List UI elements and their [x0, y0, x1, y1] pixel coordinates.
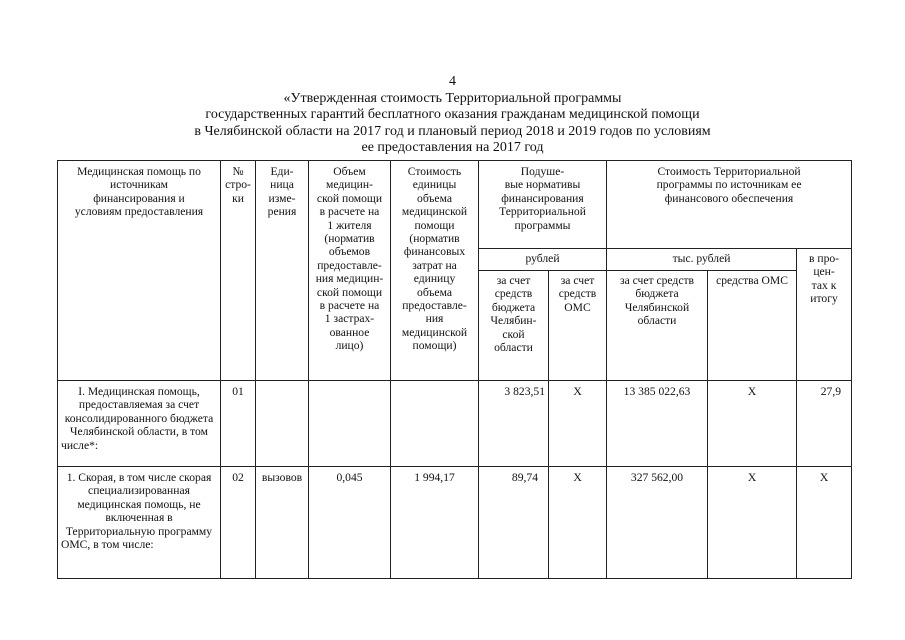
table-row [58, 467, 852, 579]
header-oms-thousand: средства ОМС [708, 271, 797, 381]
header-thousand-rubles: тыс. рублей [607, 249, 797, 271]
row-line-number: 01 [221, 381, 256, 467]
title-line: государственных гарантий бесплатного оказания гражданам медицинской помощи [205, 107, 700, 123]
row-oms-thousand: X [708, 467, 797, 579]
header-medical-care: Медицинская помощь по источникам финансирования и условиям предоставления [58, 161, 221, 381]
title-line: ее предоставления на 2017 год [361, 140, 544, 156]
row-budget-rubles: 89,74 [479, 467, 549, 579]
row-label: I. Медицинская помощь, предоставляемая за счет консолидированного бюджета Челябинской области, в том числе*: [58, 381, 221, 467]
page-number: 4 [449, 74, 456, 89]
header-rubles: рублей [479, 249, 607, 271]
table-row [58, 381, 852, 467]
row-budget-rubles: 3 823,51 [479, 381, 549, 467]
row-unit-cost [391, 381, 479, 467]
row-oms-thousand: X [708, 381, 797, 467]
header-volume: Объем медицин- ской помощи в расчете на 1 жителя (норматив объемов предоставле- ния медицин- ской помощи в расчете на 1 застрах- ованное лицо) [309, 161, 391, 381]
row-percent: 27,9 [797, 381, 852, 467]
header-unit-cost: Стоимость единицы объема медицинской помощи (норматив финансовых затрат на единицу объема предоставле- ния медицинской помощи) [391, 161, 479, 381]
header-unit: Еди- ница изме- рения [256, 161, 309, 381]
row-budget-thousand: 327 562,00 [607, 467, 708, 579]
title-line: в Челябинской области на 2017 год и плановый период 2018 и 2019 годов по условиям [194, 123, 711, 139]
header-budget-rubles: за счет средств бюджета Челябин- ской области [479, 271, 549, 381]
header-budget-thousand: за счет средств бюджета Челябинской области [607, 271, 708, 381]
row-percent: X [797, 467, 852, 579]
row-unit [256, 381, 309, 467]
row-volume: 0,045 [309, 467, 391, 579]
header-oms-rubles: за счет средств ОМС [549, 271, 607, 381]
cost-table [57, 160, 852, 579]
header-program-cost: Стоимость Территориальной программы по источникам ее финансового обеспечения [607, 161, 852, 249]
header-row [58, 161, 852, 249]
row-unit-cost: 1 994,17 [391, 467, 479, 579]
title-line: «Утвержденная стоимость Территориальной программы [283, 91, 622, 106]
header-percent: в про- цен- тах к итогу [797, 249, 852, 381]
row-line-number: 02 [221, 467, 256, 579]
row-oms-rubles: X [549, 381, 607, 467]
row-oms-rubles: X [549, 467, 607, 579]
row-budget-thousand: 13 385 022,63 [607, 381, 708, 467]
row-volume [309, 381, 391, 467]
header-line-number: № стро- ки [221, 161, 256, 381]
row-unit: вызовов [256, 467, 309, 579]
row-label: 1. Скорая, в том числе скорая специализированная медицинская помощь, не включенная в Территориальную программу ОМС, в том числе: [58, 467, 221, 579]
header-per-capita: Подуше- вые нормативы финансирования Территориальной программы [479, 161, 607, 249]
document-title [100, 91, 805, 157]
